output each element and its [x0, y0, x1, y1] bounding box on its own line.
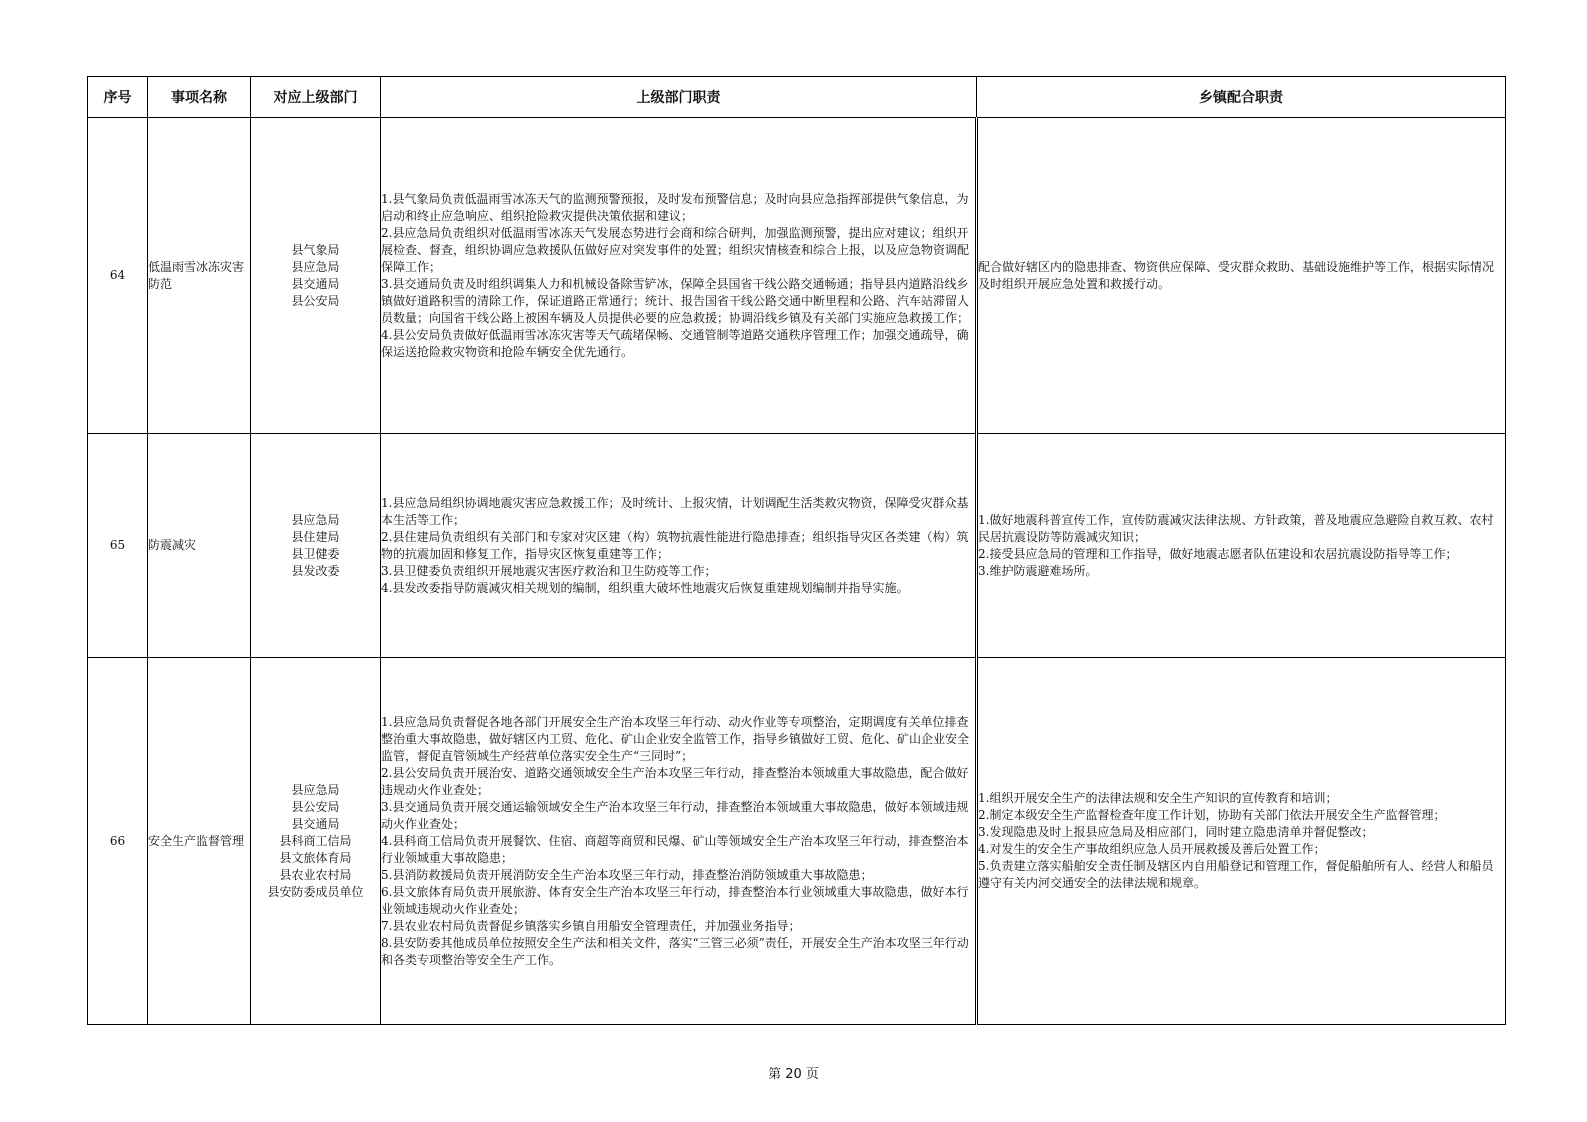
upper-duty-item: 4.县公安局负责做好低温雨雪冰冻灾害等天气疏堵保畅、交通管制等道路交通秩序管理工作；加强交通疏导，确保运送抢险救灾物资和抢险车辆安全优先通行。 [381, 327, 969, 359]
header-upper-duty: 上级部门职责 [381, 77, 977, 118]
row-seq: 64 [88, 118, 148, 434]
header-town-duty: 乡镇配合职责 [977, 77, 1506, 118]
department-name: 县卫健委 [291, 546, 340, 561]
row-item-name: 防震减灾 [148, 434, 251, 658]
header-seq: 序号 [88, 77, 148, 118]
department-name: 县气象局 [291, 242, 340, 257]
department-name: 县农业农村局 [279, 867, 352, 882]
department-name: 县科商工信局 [279, 833, 352, 848]
header-name: 事项名称 [148, 77, 251, 118]
town-duty-item: 配合做好辖区内的隐患排查、物资供应保障、受灾群众救助、基础设施维护等工作，根据实际情况及时组织开展应急处置和救援行动。 [978, 259, 1495, 291]
upper-duty-item: 3.县交通局负责开展交通运输领域安全生产治本攻坚三年行动，排查整治本领域重大事故隐患，做好本领域违规动火作业查处； [381, 799, 969, 831]
department-name: 县文旅体育局 [279, 850, 352, 865]
department-name: 县住建局 [291, 529, 340, 544]
row-item-name: 低温雨雪冰冻灾害防范 [148, 118, 251, 434]
row-departments [251, 434, 381, 658]
upper-duty-item: 7.县农业农村局负责督促乡镇落实乡镇自用船安全管理责任，并加强业务指导； [381, 918, 801, 933]
department-name: 县交通局 [291, 276, 340, 291]
town-duty-item: 2.制定本级安全生产监督检查年度工作计划，协助有关部门依法开展安全生产监督管理； [978, 808, 1446, 822]
town-duty-item: 4.对发生的安全生产事故组织应急人员开展救援及善后处置工作； [978, 842, 1326, 856]
department-name: 县发改委 [291, 563, 340, 578]
department-name: 县公安局 [291, 293, 340, 308]
town-duty-item: 5.负责建立落实船舶安全责任制及辖区内自用船登记和管理工作，督促船舶所有人、经营人和船员遵守有关内河交通安全的法律法规和规章。 [978, 859, 1494, 890]
row-departments [251, 658, 381, 1025]
town-duty-item: 1.组织开展安全生产的法律法规和安全生产知识的宣传教育和培训； [978, 791, 1338, 805]
upper-duty-item: 1.县气象局负责低温雨雪冰冻天气的监测预警预报，及时发布预警信息；及时向县应急指挥部提供气象信息，为启动和终止应急响应、组织抢险救灾提供决策依据和建议； [381, 191, 969, 223]
row-upper-duties [381, 118, 977, 434]
upper-duty-item: 6.县文旅体育局负责开展旅游、体育安全生产治本攻坚三年行动，排查整治本行业领域重大事故隐患，做好本行业领域违规动火作业查处； [381, 884, 969, 916]
upper-duty-item: 3.县交通局负责及时组织调集人力和机械设备除雪铲冰，保障全县国省干线公路交通畅通；指导县内道路沿线乡镇做好道路积雪的清除工作，保证道路正常通行；统计、报告国省干线公路交通中断里程和公路、汽车站滞留人员数量；向国省干线公路上被困车辆及人员提供必要的应急救援；协调沿线乡镇及有关部门实施应急救援工作； [381, 276, 970, 325]
row-seq: 65 [88, 434, 148, 658]
table-row [88, 658, 1506, 1025]
header-dept: 对应上级部门 [251, 77, 381, 118]
upper-duty-item: 2.县应急局负责组织对低温雨雪冰冻天气发展态势进行会商和综合研判，加强监测预警，提出应对建议；组织开展检查、督查，组织协调应急救援队伍做好应对突发事件的处置；组织灾情核查和综合上报，以及应急物资调配保障工作； [381, 225, 970, 274]
row-departments [251, 118, 381, 434]
row-seq: 66 [88, 658, 148, 1025]
upper-duty-item: 2.县公安局负责开展治安、道路交通领域安全生产治本攻坚三年行动，排查整治本领域重大事故隐患，配合做好违规动火作业查处； [381, 765, 969, 797]
department-name: 县应急局 [291, 259, 340, 274]
upper-duty-item: 4.县发改委指导防震减灾相关规划的编制，组织重大破坏性地震灾后恢复重建规划编制并指导实施。 [381, 580, 909, 595]
row-upper-duties [381, 658, 977, 1025]
town-duty-item: 1.做好地震科普宣传工作，宣传防震减灾法律法规、方针政策，普及地震应急避险自救互救、农村民居抗震设防等防震减灾知识； [978, 512, 1494, 544]
town-duty-item: 2.接受县应急局的管理和工作指导，做好地震志愿者队伍建设和农居抗震设防指导等工作； [978, 546, 1458, 561]
page-number: 第 20 页 [768, 1067, 819, 1082]
table-header-row [88, 77, 1506, 118]
row-town-duties [977, 658, 1506, 1025]
upper-duty-item: 3.县卫健委负责组织开展地震灾害医疗救治和卫生防疫等工作； [381, 563, 717, 578]
duty-table [87, 76, 1506, 1025]
department-name: 县公安局 [291, 799, 340, 814]
department-name: 县交通局 [291, 816, 340, 831]
row-item-name: 安全生产监督管理 [148, 658, 251, 1025]
upper-duty-item: 4.县科商工信局负责开展餐饮、住宿、商超等商贸和民爆、矿山等领域安全生产治本攻坚三年行动，排查整治本行业领域重大事故隐患； [381, 833, 969, 865]
town-duty-item: 3.发现隐患及时上报县应急局及相应部门，同时建立隐患清单并督促整改； [978, 825, 1374, 839]
department-name: 县安防委成员单位 [267, 884, 364, 899]
department-name: 县应急局 [291, 512, 340, 527]
town-duty-item: 3.维护防震避难场所。 [978, 563, 1098, 578]
row-town-duties [977, 434, 1506, 658]
upper-duty-item: 1.县应急局负责督促各地各部门开展安全生产治本攻坚三年行动、动火作业等专项整治，定期调度有关单位排查整治重大事故隐患，做好辖区内工贸、危化、矿山企业安全监管工作，指导乡镇做好工贸、危化、矿山企业安全监管，督促直管领域生产经营单位落实安全生产“三同时”； [381, 714, 970, 763]
table-row [88, 118, 1506, 434]
upper-duty-item: 1.县应急局组织协调地震灾害应急救援工作；及时统计、上报灾情，计划调配生活类救灾物资，保障受灾群众基本生活等工作； [381, 495, 969, 527]
row-upper-duties [381, 434, 977, 658]
table-row [88, 434, 1506, 658]
upper-duty-item: 2.县住建局负责组织有关部门和专家对灾区建（构）筑物抗震性能进行隐患排查；组织指导灾区各类建（构）筑物的抗震加固和修复工作，指导灾区恢复重建等工作； [381, 529, 969, 561]
upper-duty-item: 8.县安防委其他成员单位按照安全生产法和相关文件，落实“三管三必须”责任，开展安全生产治本攻坚三年行动和各类专项整治等安全生产工作。 [381, 935, 969, 967]
department-name: 县应急局 [291, 782, 340, 797]
row-town-duties [977, 118, 1506, 434]
upper-duty-item: 5.县消防救援局负责开展消防安全生产治本攻坚三年行动，排查整治消防领域重大事故隐患； [381, 867, 873, 882]
